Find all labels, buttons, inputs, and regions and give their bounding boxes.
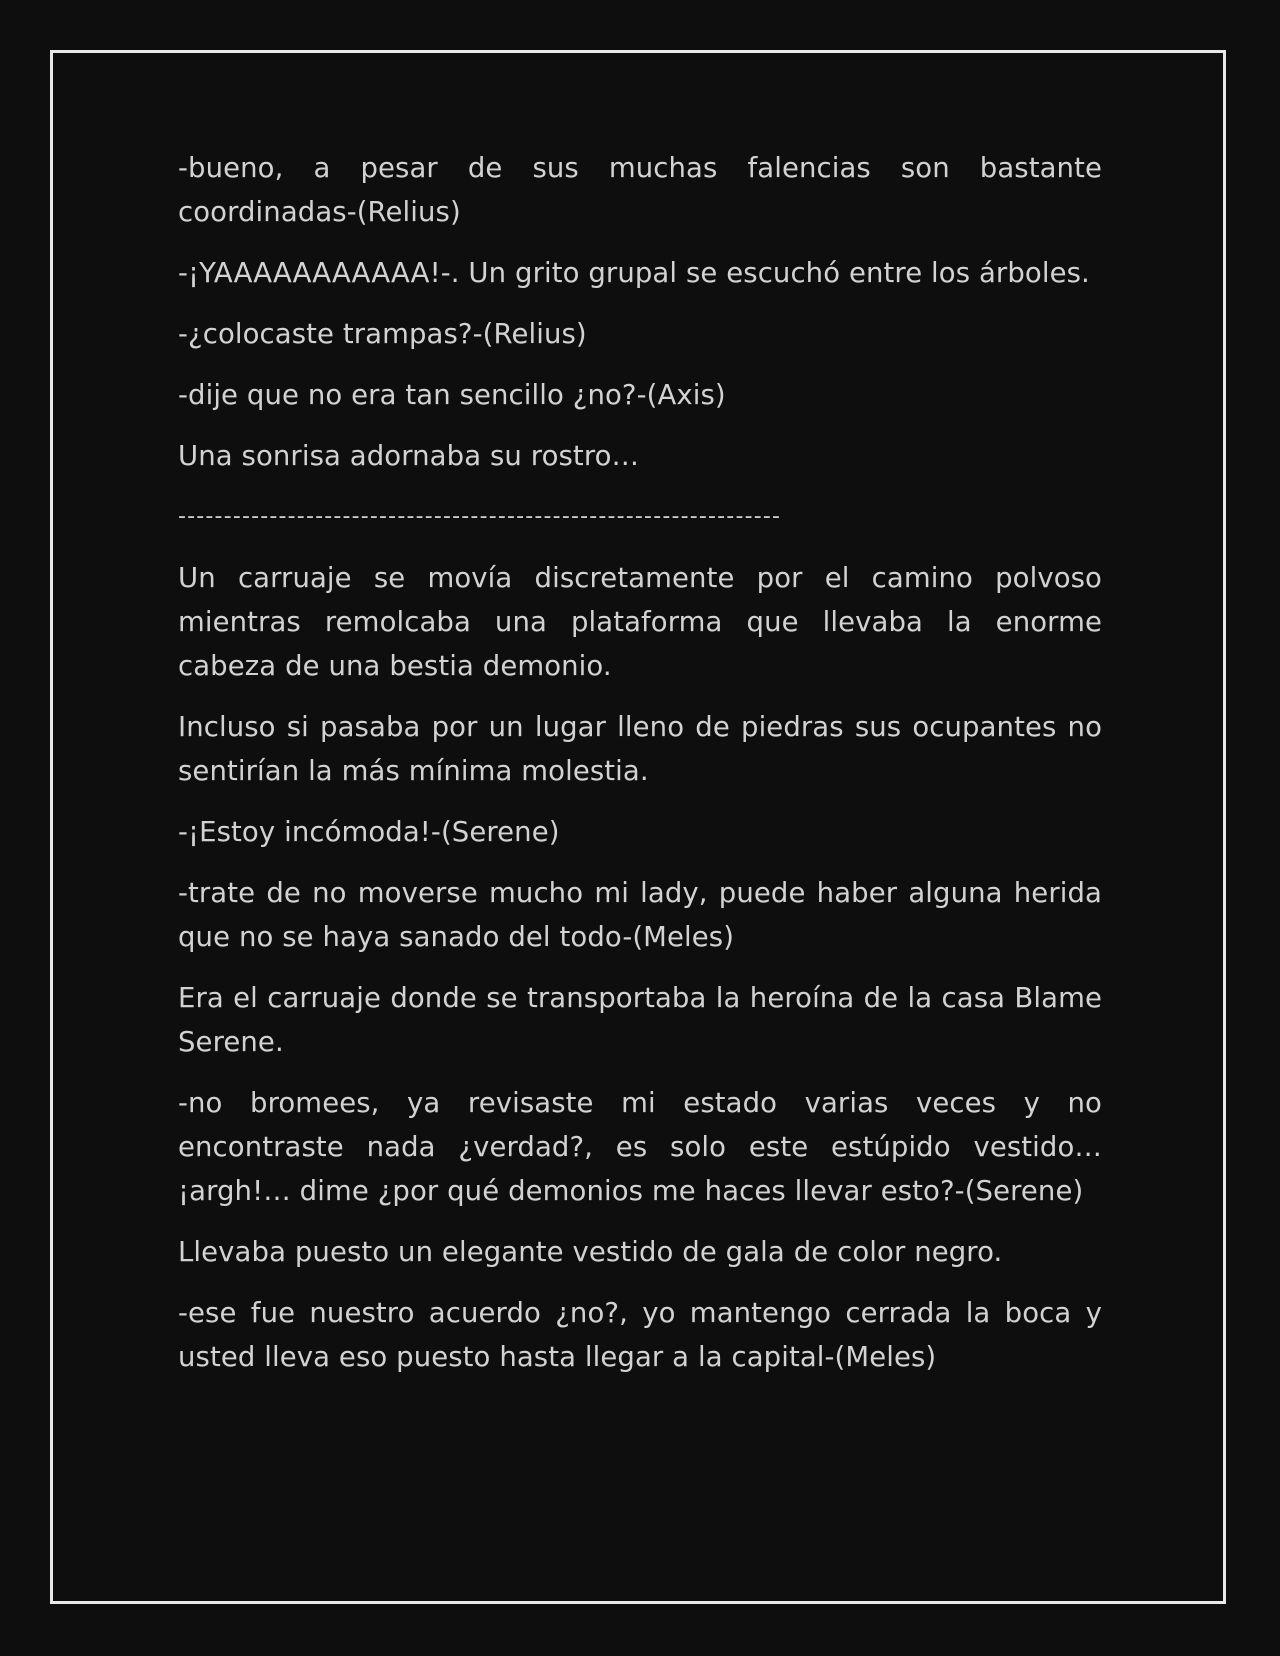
paragraph-group-shout: -¡YAAAAAAAAAAA!-. Un grito grupal se escuchó entre los árboles. <box>178 257 1090 289</box>
paragraph-relius-traps: -¿colocaste trampas?-(Relius) <box>178 318 587 350</box>
paragraph-carriage-moving: Un carruaje se movía discretamente por el camino polvoso mientras remolcaba una plataforma que llevaba la enorme cabeza de una bestia demonio. <box>178 562 1102 682</box>
paragraph-smile: Una sonrisa adornaba su rostro… <box>178 440 640 472</box>
paragraph-black-dress: Llevaba puesto un elegante vestido de gala de color negro. <box>178 1236 1003 1268</box>
paragraph-relius-coordinated: -bueno, a pesar de sus muchas falencias son bastante coordinadas-(Relius) <box>178 152 1102 228</box>
paragraph-serene-uncomfortable: -¡Estoy incómoda!-(Serene) <box>178 816 560 848</box>
paragraph-meles-wound: -trate de no moverse mucho mi lady, puede haber alguna herida que no se haya sanado del todo-(Meles) <box>178 877 1102 953</box>
story-text-body <box>178 146 1102 1396</box>
paragraph-heroine-carriage: Era el carruaje donde se transportaba la heroína de la casa Blame Serene. <box>178 982 1102 1058</box>
paragraph-meles-agreement: -ese fue nuestro acuerdo ¿no?, yo mantengo cerrada la boca y usted lleva eso puesto hasta llegar a la capital-(Meles) <box>178 1297 1102 1373</box>
paragraph-axis-reply: -dije que no era tan sencillo ¿no?-(Axis) <box>178 379 726 411</box>
scene-separator: ------------------------------------------------------------------ <box>178 504 782 529</box>
paragraph-serene-dress-complaint: -no bromees, ya revisaste mi estado varias veces y no encontraste nada ¿verdad?, es solo este estúpido vestido… ¡argh!… dime ¿por qué demonios me haces llevar esto?-(Serene) <box>178 1087 1102 1207</box>
paragraph-stones: Incluso si pasaba por un lugar lleno de piedras sus ocupantes no sentirían la más mínima molestia. <box>178 711 1102 787</box>
